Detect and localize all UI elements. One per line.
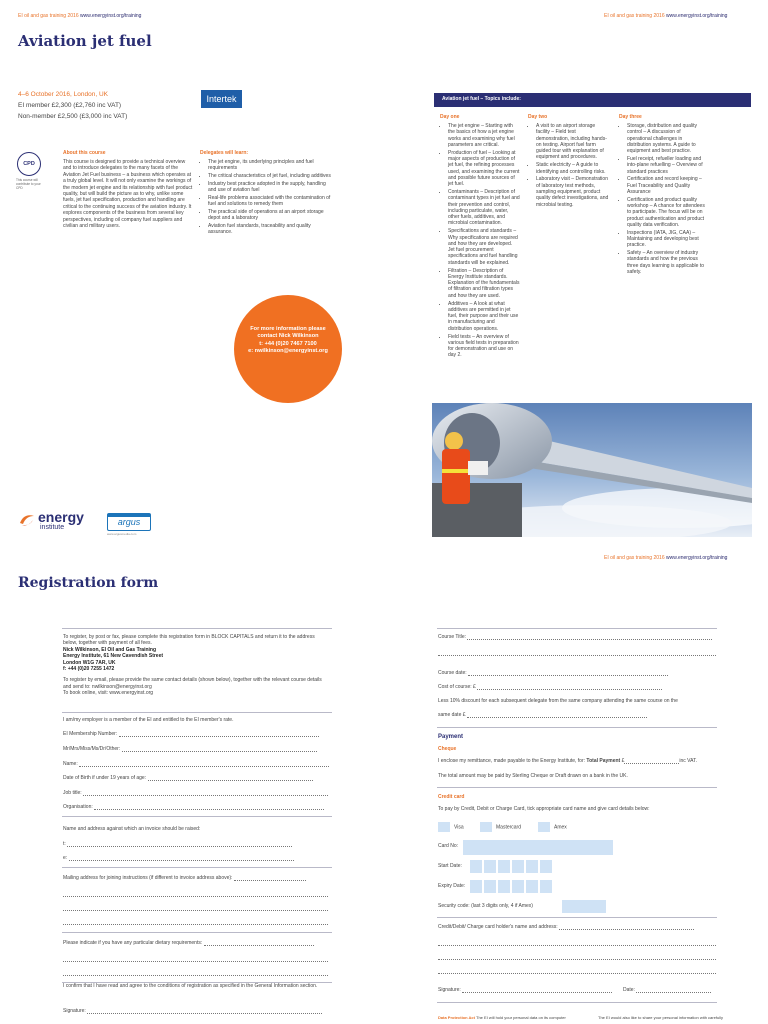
dob-field[interactable]: Date of Birth if under 19 years of age:	[63, 775, 313, 781]
holder-line[interactable]	[438, 954, 716, 960]
nonmember-price: Non-member £2,500 (£3,000 inc VAT)	[18, 113, 128, 120]
header-left-link[interactable]: www.energyinst.org/training	[80, 13, 142, 19]
list-item: • The critical characteristics of jet fuel, including additives	[208, 173, 335, 179]
divider	[437, 1002, 717, 1003]
list-item: • The practical side of operations at an airport storage depot and a laboratory	[208, 209, 335, 222]
list-item: • Storage, distribution and quality control – A discussion of operational challenges in distribution systems. A guide to equipment and best practice.	[627, 123, 705, 154]
sterling-note: The total amount may be paid by Sterling Cheque or Draft drawn on a bank in the UK.	[438, 773, 628, 779]
day-three-label: Day three	[619, 114, 642, 120]
aircraft-photo	[432, 403, 752, 537]
name-field[interactable]: Name:	[63, 761, 329, 767]
cost-field[interactable]: Cost of course: £	[438, 684, 662, 690]
card-signature-field[interactable]: Signature:	[438, 987, 612, 993]
dietary-line[interactable]	[63, 956, 328, 962]
date-box[interactable]	[484, 880, 496, 893]
holder-line[interactable]	[438, 968, 716, 974]
membership-field[interactable]: EI Membership Number:	[63, 731, 319, 737]
energy-institute-icon	[18, 513, 36, 527]
contact-circle: For more information please contact Nick Wilkinson t: +44 (0)20 7467 7100 e: nwilkinson@energyinst.org	[234, 295, 342, 403]
amex-checkbox[interactable]	[538, 822, 550, 832]
list-item: • Laboratory visit – Demonstration of laboratory test methods, sampling equipment, product quality defect investigations, and microbial testing.	[536, 176, 610, 207]
day-one-label: Day one	[440, 114, 460, 120]
divider	[62, 628, 332, 629]
employer-note: I am/my employer is a member of the EI and entitled to the EI member's rate.	[63, 717, 234, 723]
list-item: • The jet engine – Starting with the basics of how a jet engine works and examining why fuel parameters are critical.	[448, 123, 520, 148]
about-heading: About this course	[63, 150, 106, 156]
date-box[interactable]	[540, 880, 552, 893]
institute-logo-text: institute	[40, 524, 65, 531]
day-two-list	[528, 123, 610, 209]
discount-note: Less 10% discount for each subsequent delegate from the same company attending the same course on the	[438, 698, 678, 704]
dietary-line[interactable]	[63, 970, 328, 976]
divider	[437, 787, 717, 788]
delegates-list	[200, 159, 335, 237]
energy-logo-text: energy	[38, 509, 84, 525]
card-intro: To pay by Credit, Debit or Charge Card, tick appropriate card name and give card details below:	[438, 806, 650, 812]
list-item: • Production of fuel – Looking at major aspects of production of jet fuel, the refining processes used, and examining the current and possible future sources of jet fuel.	[448, 150, 520, 188]
list-item: • Industry best practice adopted in the supply, handling and use of aviation fuel	[208, 181, 335, 194]
argus-logo: argus	[107, 513, 151, 531]
mailing-field[interactable]: Mailing address for joining instructions (if different to invoice address above):	[63, 875, 306, 881]
start-date-label: Start Date:	[438, 863, 462, 869]
mailing-line[interactable]	[63, 905, 328, 911]
date-box[interactable]	[512, 880, 524, 893]
invoice-email-field[interactable]: e:	[63, 855, 294, 861]
day-two-label: Day two	[528, 114, 548, 120]
holder-line[interactable]	[438, 940, 716, 946]
list-item: • Additives – A look at what additives are permitted in jet fuel, their purpose and their use in manufacturing and distribution operations.	[448, 301, 520, 332]
date-box[interactable]	[526, 860, 538, 873]
list-item: • Real-life problems associated with the contamination of fuel and solutions to remedy them	[208, 195, 335, 208]
header-left: EI oil and gas training 2016 www.energyinst.org/training	[18, 13, 142, 19]
list-item: • Certification and product quality workshop – A chance for attendees to participate. The focus will be on product authentication and product quality data verification.	[627, 197, 705, 228]
list-item: • Contaminants – Description of contaminant types in jet fuel and their prevention and control, including particulate, water, other fuels, additives, and microbial contamination.	[448, 189, 520, 227]
cheque-heading: Cheque	[438, 746, 457, 752]
date-box[interactable]	[512, 860, 524, 873]
same-date-field[interactable]: same date £	[438, 712, 647, 718]
total-payment-field[interactable]: I enclose my remittance, made payable to the Energy Institute, for: Total Payment £ inc VAT.	[438, 758, 698, 764]
header-right: EI oil and gas training 2016 www.energyinst.org/training	[604, 13, 728, 19]
security-code-label: Security code: (last 3 digits only, 4 if Amex)	[438, 903, 533, 909]
date-box[interactable]	[526, 880, 538, 893]
argus-url: www.argusmedia.com	[107, 532, 137, 536]
course-title: Aviation jet fuel	[18, 32, 152, 50]
mastercard-checkbox[interactable]	[480, 822, 492, 832]
divider	[437, 917, 717, 918]
security-code-input[interactable]	[562, 900, 606, 913]
header-right-link[interactable]: www.energyinst.org/training	[666, 13, 728, 19]
visa-checkbox[interactable]	[438, 822, 450, 832]
mailing-line[interactable]	[63, 919, 328, 925]
amex-option[interactable]: Amex	[538, 822, 567, 832]
confirm-text: I confirm that I have read and agree to the conditions of registration as specified in the General Information section.	[63, 983, 318, 989]
card-number-label: Card No:	[438, 843, 459, 849]
course-date-location: 4–6 October 2016, London, UK	[18, 91, 108, 98]
course-date-field[interactable]: Course date:	[438, 670, 668, 676]
intertek-logo: Intertek	[201, 90, 242, 108]
date-box[interactable]	[470, 860, 482, 873]
organisation-field[interactable]: Organisation:	[63, 804, 324, 810]
date-box[interactable]	[498, 860, 510, 873]
cpd-note: This course will contribute to your CPD	[16, 178, 41, 190]
date-box[interactable]	[498, 880, 510, 893]
visa-option[interactable]: Visa	[438, 822, 464, 832]
delegates-heading: Delegates will learn:	[200, 150, 249, 156]
job-title-field[interactable]: Job title:	[63, 790, 328, 796]
divider	[62, 867, 332, 868]
registration-title: Registration form	[18, 575, 159, 591]
divider	[62, 712, 332, 713]
course-title-line[interactable]	[438, 650, 716, 656]
list-item: • A visit to an airport storage facility – Field test demonstration, including hands-on testing. Airport fuel farm guided tour with explanation of equipment and procedures.	[536, 123, 610, 161]
invoice-label: Name and address against which an invoice should be raised:	[63, 826, 201, 832]
list-item: • Fuel receipt, refueller loading and into-plane refuelling – Overview of standard practices	[627, 156, 705, 175]
divider	[62, 816, 332, 817]
list-item: • Safety – An overview of industry standards and how the previous three days learning is applicable to safety.	[627, 250, 705, 275]
divider	[62, 932, 332, 933]
invoice-phone-field[interactable]: t:	[63, 841, 292, 847]
expiry-date-label: Expiry Date:	[438, 883, 466, 889]
date-box[interactable]	[540, 860, 552, 873]
list-item: • Field tests – An overview of various field tests in preparation for demonstration and use on day 2.	[448, 334, 520, 359]
credit-card-heading: Credit card	[438, 794, 465, 800]
list-item: • Specifications and standards – Why specifications are required and how they are developed. Jet fuel procurement specifications and fuel handling standards will be explained.	[448, 228, 520, 266]
payment-heading: Payment	[438, 734, 464, 740]
course-title-field[interactable]: Course Title:	[438, 634, 712, 640]
day-three-list	[619, 123, 705, 277]
about-text: This course is designed to provide a technical overview and to introduce delegates to the many facets of the Aviation Jet Fuel business – a business which operates at a truly global level. It will not only examine the workings of the modern jet engine and its relationship with fuel product quality, but will build the picture as to why, unlike some fuels, jet fuel specification, production and handling are critical to the continuing success of the aviation industry. It explores components of the business from several key perspectives, including oil company fuel suppliers and civilian and military users.	[63, 159, 193, 230]
topics-banner: Aviation jet fuel – Topics include:	[434, 93, 751, 107]
list-item: • Inspections (IATA, JIG, CAA) – Maintaining and developing best practice.	[627, 230, 705, 249]
title-field[interactable]: Mr/Mrs/Miss/Ms/Dr/Other:	[63, 746, 317, 752]
card-date-field[interactable]: Date:	[623, 987, 711, 993]
registration-intro: To register, by post or fax, please complete this registration form in BLOCK CAPITALS and return it to the address below, together with payment of all fees. Nick Wilkinson, EI Oil and Gas Training Energy Institute, 61 New Cavendish Street London W1G 7AR, UK f: +44 (0)20 7255 1472 To register by email, please provide the same contact details (shown below), together with the relevant course details and send to: nwilkinson@energyinst.org To book online, visit: www.energyinst.org	[63, 634, 322, 697]
member-price: EI member £2,300 (£2,760 inc VAT)	[18, 102, 122, 109]
list-item: • Filtration – Description of Energy Institute standards. Explanation of the fundamentals of filtration and filtration types and how they are used.	[448, 268, 520, 299]
signature-field[interactable]: Signature:	[63, 1008, 322, 1014]
data-sharing-note: The EI would also like to share your personal information with carefully	[598, 1015, 723, 1020]
contact-email[interactable]: e: nwilkinson@energyinst.org	[248, 348, 328, 355]
cpd-icon: CPD	[17, 152, 41, 176]
data-protection-note: Data Protection Act The EI will hold your personal data on its computer	[438, 1015, 566, 1020]
divider	[437, 727, 717, 728]
list-item: • Aviation fuel standards, traceability and quality assurance.	[208, 223, 335, 236]
contact-phone[interactable]: t: +44 (0)20 7467 7100	[259, 340, 317, 347]
card-number-input[interactable]	[463, 840, 613, 855]
date-box[interactable]	[484, 860, 496, 873]
date-box[interactable]	[470, 880, 482, 893]
list-item: • Certification and record keeping – Fuel Traceability and Quality Assurance	[627, 176, 705, 195]
header-mid-link[interactable]: www.energyinst.org/training	[666, 555, 728, 561]
header-mid: EI oil and gas training 2016 www.energyinst.org/training	[604, 555, 728, 561]
mastercard-option[interactable]: Mastercard	[480, 822, 521, 832]
dietary-field[interactable]: Please indicate if you have any particular dietary requirements:	[63, 940, 314, 946]
divider	[437, 628, 717, 629]
list-item: • Static electricity – A guide to identifying and controlling risks.	[536, 162, 610, 175]
day-one-list	[440, 123, 520, 360]
mailing-line[interactable]	[63, 891, 328, 897]
holder-field[interactable]: Credit/Debit/ Charge card holder's name and address:	[438, 924, 694, 930]
list-item: • The jet engine, its underlying principles and fuel requirements	[208, 159, 335, 172]
